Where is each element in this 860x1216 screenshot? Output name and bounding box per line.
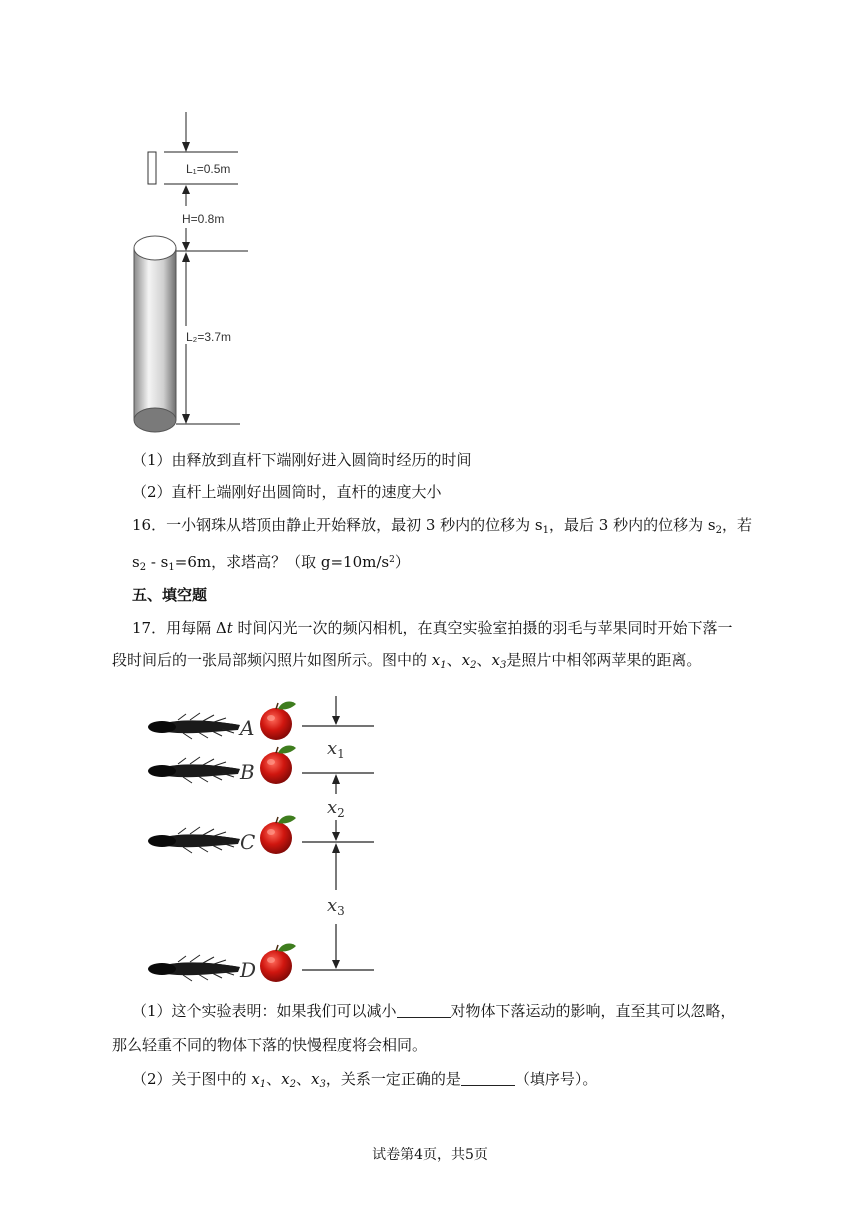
- q16-line2: $s_2 - s_1=6m$，求塔高？（取 $g=10m/s^2$）: [132, 553, 410, 573]
- feather-apple-figure: [140, 690, 390, 990]
- label-h: H=0.8m: [182, 212, 225, 226]
- q17-sub2: （2）关于图中的 $x_1$、$x_2$、$x_3$，关系一定正确的是 （填序号）。: [132, 1070, 598, 1090]
- label-l2: L₂=3.7m: [186, 330, 232, 344]
- q17-sub1-line1: （1）这个实验表明：如果我们可以减小 对物体下落运动的影响，直至其可以忽略，: [132, 1002, 736, 1020]
- section-title: 五、填空题: [132, 586, 208, 604]
- answer-blank-1[interactable]: [397, 1003, 451, 1018]
- cylinder: [134, 248, 176, 420]
- label-d: D: [240, 958, 257, 982]
- q17-sub1-line2: 那么轻重不同的物体下落的快慢程度将会相同。: [112, 1036, 428, 1054]
- label-c: C: [240, 830, 256, 854]
- q17-line2: 段时间后的一张局部频闪照片如图所示。图中的 $x_1$、$x_2$、$x_3$是照片中相邻两苹果的距离。: [112, 651, 702, 671]
- page-footer: 试卷第4页，共5页: [372, 1147, 488, 1163]
- label-b: B: [240, 760, 255, 784]
- rod-cylinder-figure: [120, 110, 280, 440]
- q16-line1: 16．一小钢珠从塔顶由静止开始释放，最初 3 秒内的位移为 $s_1$，最后 3 秒内的位移为 $s_2$，若: [132, 516, 752, 536]
- q17-line1: 17．用每隔 Δt 时间闪光一次的频闪相机，在真空实验室拍摄的羽毛与苹果同时开始下落一: [132, 619, 733, 637]
- label-x1: $x_1$: [327, 738, 345, 761]
- answer-blank-2[interactable]: [461, 1071, 515, 1086]
- label-x3: $x_3$: [327, 895, 345, 918]
- q15-sub1: （1）由释放到直杆下端刚好进入圆筒时经历的时间: [132, 451, 472, 469]
- label-x2: $x_2$: [327, 797, 345, 820]
- rod: [148, 152, 156, 184]
- q15-sub2: （2）直杆上端刚好出圆筒时，直杆的速度大小: [132, 483, 442, 501]
- label-l1: L₁=0.5m: [186, 162, 231, 176]
- label-a: A: [240, 716, 255, 740]
